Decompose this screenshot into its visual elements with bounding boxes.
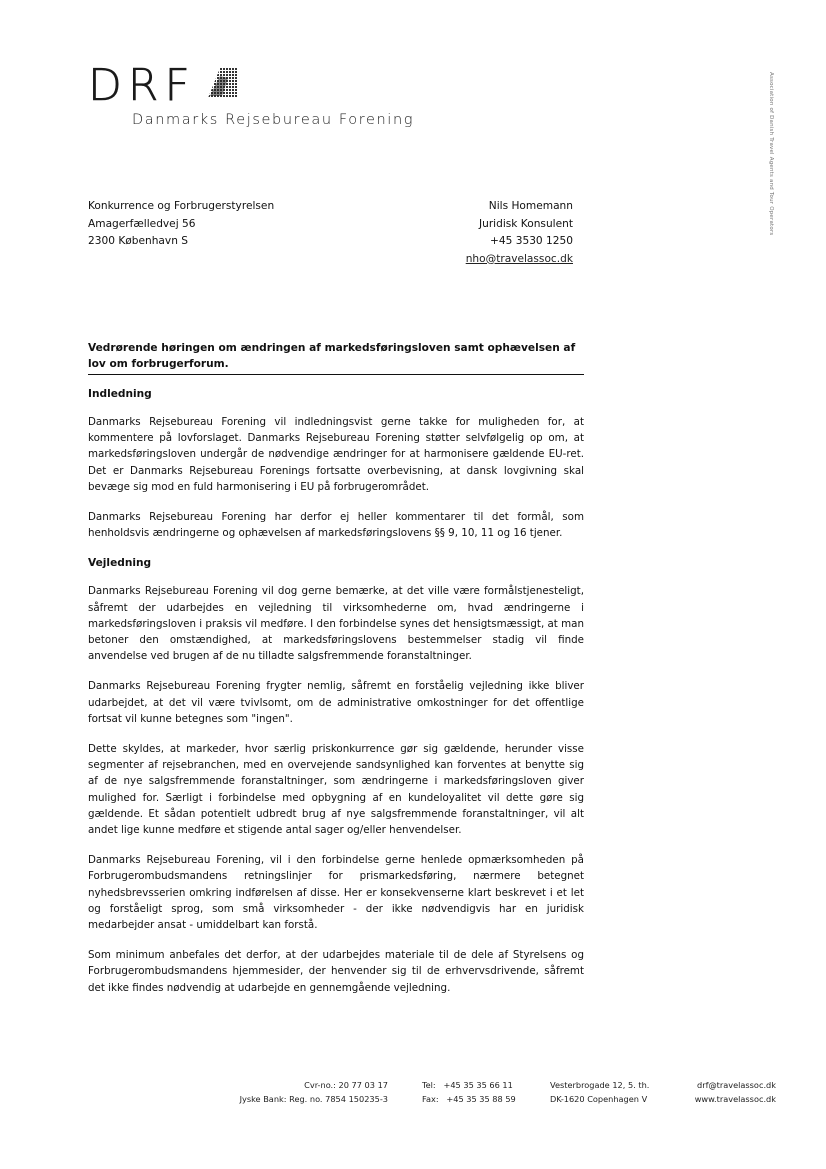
paragraph: Som minimum anbefales det derfor, at der udarbejdes materiale til de dele af Styrelsens og Forbrugerombudsmandens hjemmesider, der henvender sig til de erhvervsdrivende, såfremt det ikke findes nødvendig at udarbejde en gennemgående vejledning.: [88, 949, 584, 994]
paragraph: Dette skyldes, at markeder, hvor særlig priskonkurrence gør sig gældende, herunder visse segmenter af rejsebranchen, med en overvejende sandsynlighed kan forventes at benytte sig af de nye salgsfremmende foranstaltninger, som ændringerne i markedsføringsloven giver mulighed for. Særligt i forbindelse med opbygning af en kundeloyalitet vil dette gøre sig gældende. Et sådan potentielt udbredt brug af nye salgsfremmende foranstaltninger, vil alt andet lige kunne medføre et stigende antal sager og/eller henvendelser.: [88, 743, 584, 837]
footer-registration: [240, 1078, 388, 1106]
section-heading: Indledning: [88, 388, 152, 400]
recipient-address: [88, 198, 274, 251]
section-heading: Vejledning: [88, 557, 152, 570]
footer-contact: [422, 1078, 516, 1106]
footer-address: [550, 1078, 649, 1106]
globe-logo-icon: [202, 68, 238, 102]
footer-fax: Fax: +45 35 35 88 59: [422, 1094, 516, 1104]
sender-phone: +45 3530 1250: [489, 235, 573, 247]
sender-name: Nils Homemann: [488, 200, 573, 212]
footer-web-link[interactable]: www.travelassoc.dk: [694, 1094, 776, 1104]
paragraph: Danmarks Rejsebureau Forening vil dog gerne bemærke, at det ville være formålstjenesteligt, såfremt der udarbejdes en vejledning til virksomhederne om, hvad ændringerne i markedsføringsloven i praksis vil medføre. I den forbindelse synes det hensigtsmæssigt, at man betoner den omstændighed, at markedsføringslovens bestemmelser stadig vil finde anvendelse ved brugen af de nu tilladte salgsfremmende foranstaltninger.: [88, 585, 584, 663]
drf-logo: [88, 60, 415, 128]
footer-bank: Jyske Bank: Reg. no. 7854 150235-3: [239, 1094, 388, 1104]
paragraph: Danmarks Rejsebureau Forening har derfor ej heller kommentarer til det formål, som henholdsvis ændringerne og ophævelsen af markedsføringslovens §§ 9, 10, 11 og 16 tjener.: [88, 511, 584, 540]
sender-title: Juridisk Konsulent: [478, 217, 573, 230]
recipient-line: Konkurrence og Forbrugerstyrelsen: [88, 200, 275, 212]
letter-subject: Vedrørende høringen om ændringen af markedsføringsloven samt ophævelsen af lov om forbrugerforum.: [88, 340, 584, 375]
paragraph: Danmarks Rejsebureau Forening vil indledningsvist gerne takke for muligheden for, at kommentere på lovforslaget. Danmarks Rejsebureau Forening støtter selvfølgelig op om, at markedsføringsloven undergår de nødvendige ændringer for at harmonisere gældende EU-ret. Det er Danmarks Rejsebureau Forenings fortsatte overbevisning, at dansk lovgivning skal bevæge sig mod en fuld harmonisering i EU på forbrugerområdet.: [88, 416, 584, 493]
footer-street: Vesterbrogade 12, 5. th.: [550, 1080, 650, 1090]
side-tagline: Association of Danish Travel Agents and Tour Operators: [768, 72, 774, 236]
organization-name: Danmarks Rejsebureau Forening: [132, 112, 415, 128]
paragraph: Danmarks Rejsebureau Forening frygter nemlig, såfremt en forståelig vejledning ikke bliver udarbejdet, at det vil være tvivlsomt, om de administrative omkostninger for det offentlige fortsat vil kunne betegnes som "ingen".: [88, 680, 584, 725]
sender-block: [466, 198, 573, 268]
footer-city: DK-1620 Copenhagen V: [550, 1094, 648, 1104]
sender-email-link[interactable]: nho@travelassoc.dk: [465, 252, 573, 265]
footer-email-link[interactable]: drf@travelassoc.dk: [697, 1080, 776, 1090]
footer-cvr: Cvr-no.: 20 77 03 17: [304, 1080, 388, 1090]
footer-tel: Tel: +45 35 35 66 11: [422, 1080, 513, 1090]
recipient-line: Amagerfælledvej 56: [88, 217, 196, 230]
footer-online: [695, 1078, 776, 1106]
paragraph: Danmarks Rejsebureau Forening, vil i den forbindelse gerne henlede opmærksomheden på Forbrugerombudsmandens retningslinjer for prismarkedsføring, nærmere betegnet nyhedsbrevsserien omkring indførelsen af disse. Her er konsekvenserne klart beskrevet i et let og forståeligt sprog, som små virksomheder - der ikke nødvendigvis har en juridisk medarbejder ansat - umiddelbart kan forstå.: [88, 854, 584, 932]
recipient-line: 2300 København S: [88, 235, 188, 247]
logo-letters: DRF: [88, 60, 196, 111]
letter-body: [88, 386, 584, 1010]
